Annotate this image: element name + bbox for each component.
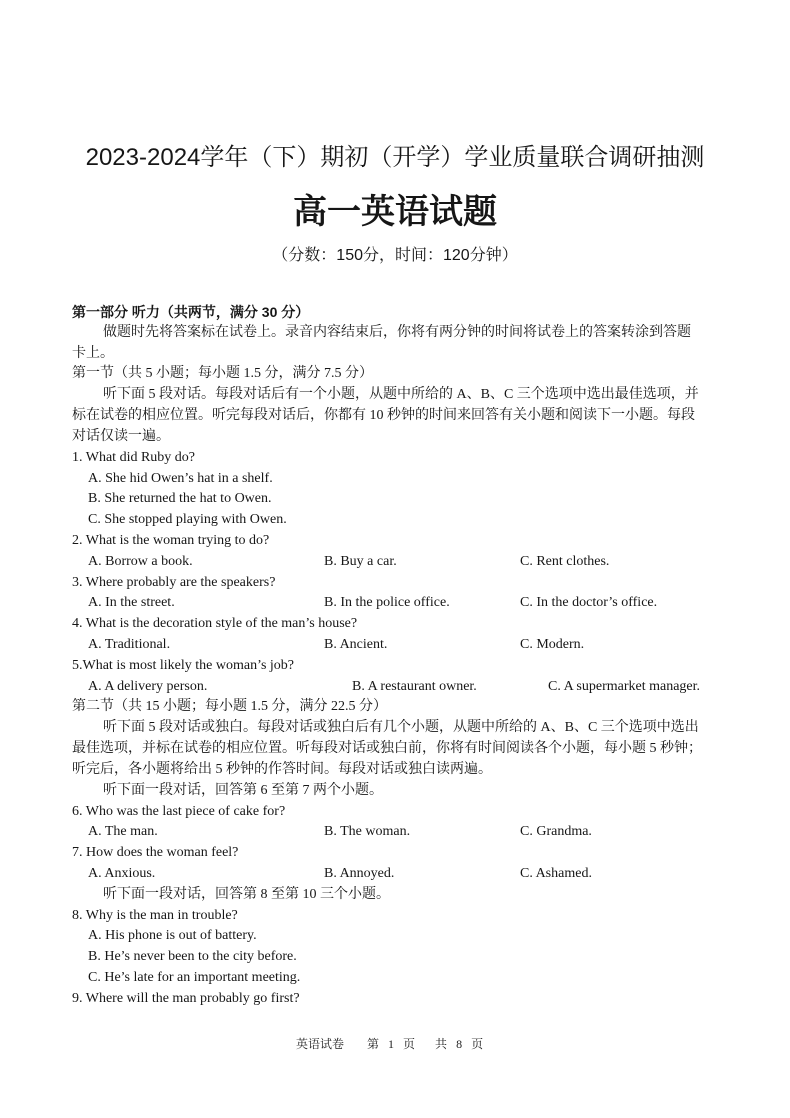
option-b: B. He’s never been to the city before. (88, 949, 297, 965)
question-stem-1: 1. What did Ruby do? (72, 449, 196, 465)
group-intro: 听下面一段对话，回答第 8 至第 10 三个小题。 (103, 886, 390, 902)
options-row-4 (72, 635, 722, 656)
option-b: B. Annoyed. (324, 865, 395, 881)
option-b: B. The woman. (324, 824, 411, 840)
option-a: A. Anxious. (88, 865, 156, 881)
footer-subject: 英语试卷 (296, 1037, 345, 1051)
option-a: A. She hid Owen’s hat in a shelf. (88, 470, 273, 486)
section1-instruction-line: 标在试卷的相应位置。听完每段对话后，你都有 10 秒钟的时间来回答有关小题和阅读下一小题。每段 (72, 408, 695, 424)
question-stem-7: 7. How does the woman feel? (72, 845, 239, 861)
part1-instruction-line: 卡上。 (72, 345, 114, 361)
option-b: B. Ancient. (324, 637, 388, 652)
question-stem-6: 6. Who was the last piece of cake for? (72, 803, 286, 819)
option-a: A. Traditional. (88, 637, 171, 652)
section2-instruction-line: 听下面 5 段对话或独白。每段对话或独白后有几个小题，从题中所给的 A、B、C 三个选项中选出 (103, 720, 699, 736)
question-stem-8: 8. Why is the man in trouble? (72, 907, 238, 923)
option-a: A. His phone is out of battery. (88, 928, 257, 944)
option-c: C. Rent clothes. (520, 553, 610, 569)
footer-total-suffix: 页 (471, 1037, 484, 1051)
exam-title: 2023-2024学年（下）期初（开学）学业质量联合调研抽测 (85, 144, 705, 171)
question-stem-5: 5.What is most likely the woman’s job? (72, 657, 295, 673)
option-a: A. Borrow a book. (88, 553, 193, 569)
option-c: C. A supermarket manager. (548, 678, 701, 694)
part1-heading: 第一部分 听力（共两节，满分 30 分） (72, 304, 310, 320)
option-b: B. She returned the hat to Owen. (88, 491, 272, 507)
options-row-7 (72, 864, 722, 885)
question-stem-4: 4. What is the decoration style of the man’s house? (72, 616, 358, 632)
option-b: B. Buy a car. (324, 553, 397, 569)
option-b: B. A restaurant owner. (352, 678, 477, 694)
section2-instruction-line: 听完后，各小题将给出 5 秒钟的作答时间。每段对话或独白读两遍。 (72, 761, 492, 777)
option-a: A. A delivery person. (88, 678, 208, 694)
footer-page-number: 1 (388, 1037, 395, 1051)
section1-instruction-line: 对话仅读一遍。 (72, 428, 170, 444)
section2-instruction-line: 最佳选项，并标在试卷的相应位置。听每段对话或独白前，你将有时间阅读各个小题，每小题 5 秒钟； (72, 741, 702, 757)
section2-heading: 第二节（共 15 小题；每小题 1.5 分，满分 22.5 分） (72, 699, 387, 715)
group-intro: 听下面一段对话，回答第 6 至第 7 两个小题。 (103, 782, 383, 798)
option-c: C. He’s late for an important meeting. (88, 970, 301, 985)
options-row-6 (72, 822, 722, 843)
options-row-5 (72, 677, 722, 698)
footer-total-prefix: 共 (435, 1037, 448, 1051)
footer-total-pages: 8 (456, 1037, 463, 1051)
option-c: C. Modern. (520, 637, 585, 652)
part1-instruction-line: 做题时先将答案标在试卷上。录音内容结束后，你将有两分钟的时间将试卷上的答案转涂到答题 (103, 324, 691, 340)
question-stem-2: 2. What is the woman trying to do? (72, 532, 270, 548)
footer-page-prefix: 第 (367, 1037, 380, 1051)
question-stem-9: 9. Where will the man probably go first? (72, 990, 300, 1006)
option-c: C. Grandma. (520, 824, 592, 840)
option-c: C. In the doctor’s office. (520, 595, 658, 611)
footer-page-suffix: 页 (403, 1037, 416, 1051)
options-row-2 (72, 552, 722, 573)
question-stem-3: 3. Where probably are the speakers? (72, 574, 276, 590)
exam-subtitle: 高一英语试题 (293, 193, 497, 231)
option-b: B. In the police office. (324, 595, 450, 611)
exam-content (72, 302, 722, 1010)
options-row-3 (72, 593, 722, 614)
page-footer (296, 1034, 483, 1054)
section1-heading: 第一节（共 5 小题；每小题 1.5 分，满分 7.5 分） (72, 366, 373, 382)
section1-instruction-line: 听下面 5 段对话。每段对话后有一个小题，从题中所给的 A、B、C 三个选项中选出最佳选项，并 (103, 387, 699, 403)
option-c: C. Ashamed. (520, 865, 592, 881)
option-a: A. The man. (88, 824, 158, 840)
option-a: A. In the street. (88, 595, 175, 611)
score-time-info: （分数：150分，时间：120分钟） (272, 247, 518, 264)
option-c: C. She stopped playing with Owen. (88, 512, 287, 528)
